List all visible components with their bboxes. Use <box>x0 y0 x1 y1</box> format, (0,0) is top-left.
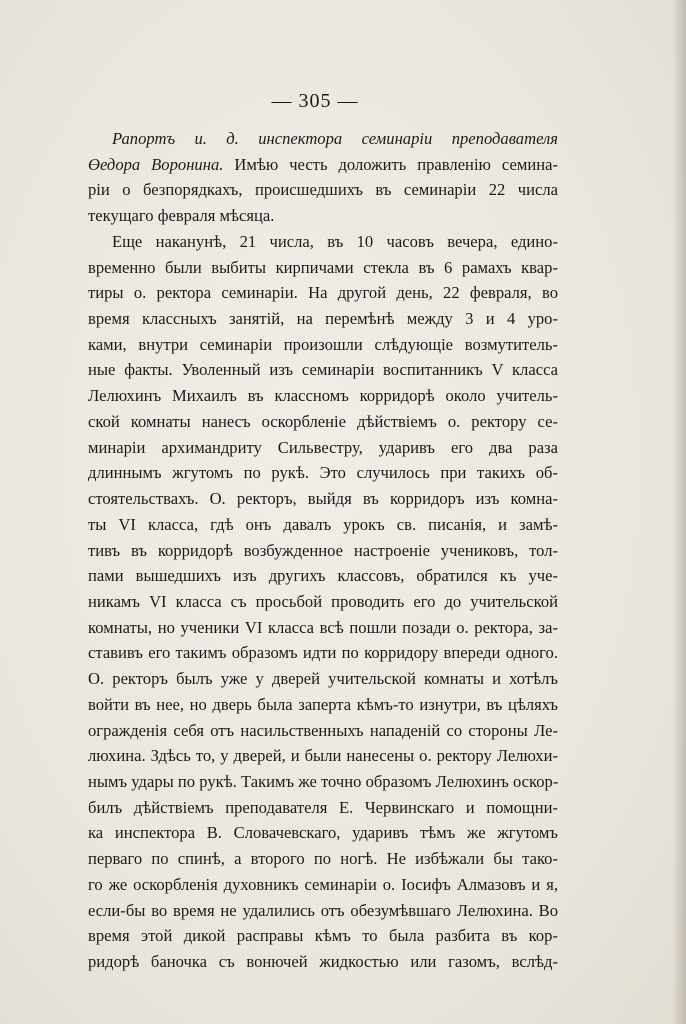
text-line: Еще наканунѣ, 21 числа, въ 10 часовъ вечера, едино- <box>112 231 558 251</box>
text-line: перваго по спинѣ, а второго по ногѣ. Не избѣжали бы тако- <box>88 849 558 869</box>
report-author: Өедора Воронина. <box>88 154 224 174</box>
text-line: О. ректоръ былъ уже у дверей учительской комнаты и хотѣлъ <box>88 669 558 689</box>
text-line: временно были выбиты кирпичами стекла въ 6 рамахъ квар- <box>88 257 558 277</box>
text-line: пами вышедшихъ изъ другихъ классовъ, обратился къ уче- <box>88 566 558 586</box>
text-line: билъ дѣйствіемъ преподавателя Е. Червинскаго и помощни- <box>88 797 558 817</box>
text-line: время этой дикой расправы кѣмъ то была разбита въ кор- <box>88 926 558 946</box>
text-line: длиннымъ жгутомъ по рукѣ. Это случилось при такихъ об- <box>88 463 558 483</box>
text-line: огражденія себя отъ насильственныхъ нападеній со стороны Ле- <box>88 720 558 740</box>
text-line: ты VI класса, гдѣ онъ давалъ урокъ св. писанія, и замѣ- <box>88 514 558 534</box>
text-line: ные факты. Уволенный изъ семинаріи воспитанникъ V класса <box>88 360 558 380</box>
report-title: Рапортъ и. д. инспектора семинаріи преподавателя <box>112 129 558 148</box>
text-line: го же оскорбленія духовникъ семинаріи о. Іосифъ Алмазовъ и я, <box>88 874 558 894</box>
text-line: минаріи архимандриту Сильвестру, ударивъ его два раза <box>88 437 558 457</box>
text-line: Өедора Воронина. Имѣю честь доложить правленію семина- <box>88 154 558 174</box>
text-line <box>88 126 558 152</box>
text-line: нымъ удары по рукѣ. Такимъ же точно образомъ Лелюхинъ оскор- <box>88 771 558 791</box>
text-line: ской комнаты нанесъ оскорбленіе дѣйствіемъ о. ректору се- <box>88 411 558 431</box>
text-line: тиры о. ректора семинаріи. На другой день, 22 февраля, во <box>88 283 558 303</box>
text-line: ставивъ его такимъ образомъ идти по корридору впереди одного. <box>88 643 558 663</box>
text-line: войти въ нее, но дверь была заперта кѣмъ-то изнутри, въ цѣляхъ <box>88 694 558 714</box>
text-line: время классныхъ занятій, на перемѣнѣ между 3 и 4 уро- <box>88 309 558 329</box>
text-line: люхина. Здѣсь то, у дверей, и были нанесены о. ректору Лелюхи- <box>88 746 558 766</box>
text-line: комнаты, но ученики VI класса всѣ пошли позади о. ректора, за- <box>88 617 558 637</box>
text-line: ріи о безпорядкахъ, происшедшихъ въ семинаріи 22 числа <box>88 180 558 200</box>
text-line: ками, внутри семинаріи произошли слѣдующіе возмутитель- <box>88 334 558 354</box>
text-line: текущаго февраля мѣсяца. <box>88 206 275 226</box>
page-edge-shadow <box>672 0 686 1024</box>
text-line: ридорѣ баночка съ вонючей жидкостью или газомъ, вслѣд- <box>88 952 558 971</box>
page-number: — 305 — <box>271 90 359 112</box>
text-line: никамъ VI класса съ просьбой проводить его до учительской <box>88 591 558 611</box>
text-line: стоятельствахъ. О. ректоръ, выйдя въ корридоръ изъ комна- <box>88 489 558 509</box>
text-line: Лелюхинъ Михаилъ въ классномъ корридорѣ около учитель- <box>88 386 558 406</box>
body-text <box>88 126 558 975</box>
text-line: тивъ въ корридорѣ возбужденное настроеніе учениковъ, тол- <box>88 540 558 560</box>
text-line: если-бы во время не удалились отъ обезумѣвшаго Лелюхина. Во <box>88 900 558 920</box>
text-line: ка инспектора В. Словачевскаго, ударивъ тѣмъ же жгутомъ <box>88 823 558 843</box>
